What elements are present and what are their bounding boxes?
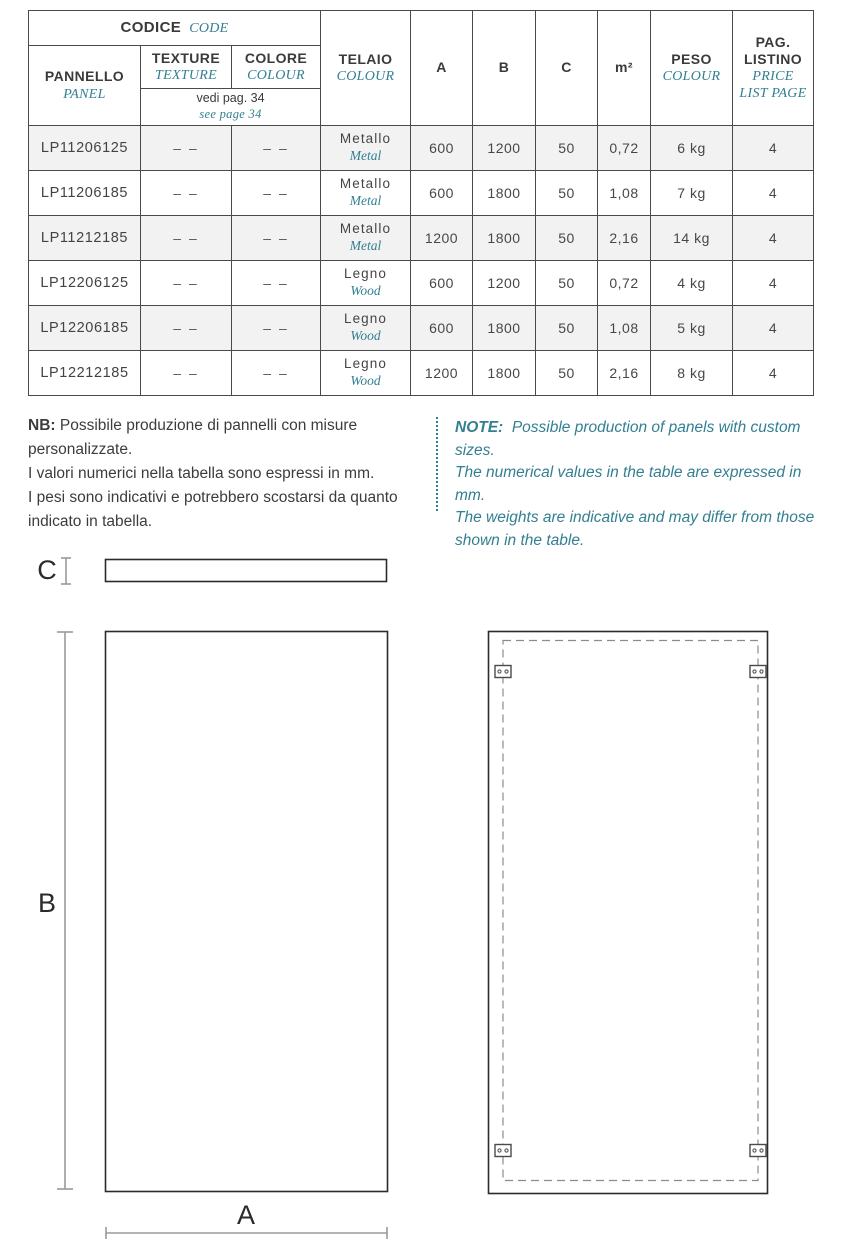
header-col-c: C xyxy=(536,11,598,126)
dim-label-c: C xyxy=(37,555,57,585)
table-row xyxy=(29,261,814,306)
header-peso-en: COLOUR xyxy=(662,69,721,84)
cell-b: 1800 xyxy=(473,216,536,261)
cell-code: LP11206185 xyxy=(29,171,141,216)
table-row xyxy=(29,351,814,396)
header-pannello xyxy=(29,46,141,126)
cell-code: LP12212185 xyxy=(29,351,141,396)
cell-pag: 4 xyxy=(733,216,814,261)
cell-texture: – – xyxy=(141,261,232,306)
note-italian-line3: I pesi sono indicativi e potrebbero scostarsi da quanto indicato in tabella. xyxy=(28,489,398,530)
cell-code: LP12206125 xyxy=(29,261,141,306)
header-peso-it: PESO xyxy=(671,50,712,67)
mounting-bracket-bottom-right xyxy=(750,1145,766,1157)
cell-b: 1800 xyxy=(473,171,536,216)
cell-pag: 4 xyxy=(733,306,814,351)
table-row xyxy=(29,216,814,261)
header-telaio-it: TELAIO xyxy=(338,50,393,67)
header-texture-en: TEXTURE xyxy=(155,68,217,83)
table-row xyxy=(29,171,814,216)
table-row xyxy=(29,306,814,351)
technical-drawing xyxy=(0,530,841,1256)
cell-c: 50 xyxy=(536,351,598,396)
header-colore-en: COLOUR xyxy=(247,68,305,83)
cell-b: 1800 xyxy=(473,351,536,396)
cell-code: LP11206125 xyxy=(29,126,141,171)
cell-telaio: Legno Wood xyxy=(321,351,411,396)
cell-m2: 1,08 xyxy=(598,171,651,216)
note-italian-label: NB: xyxy=(28,417,56,434)
cell-peso: 4 kg xyxy=(651,261,733,306)
cell-colore: – – xyxy=(232,306,321,351)
header-pag-listino-en: PRICE LIST PAGE xyxy=(739,68,807,101)
dim-marker-c xyxy=(61,558,71,584)
note-english-label: NOTE: xyxy=(455,419,504,436)
cell-texture: – – xyxy=(141,171,232,216)
cell-peso: 5 kg xyxy=(651,306,733,351)
cell-colore: – – xyxy=(232,261,321,306)
header-texture-it: TEXTURE xyxy=(151,49,221,66)
panel-front-view xyxy=(106,632,388,1192)
header-colore-it: COLORE xyxy=(244,49,308,66)
header-see-page-it: vedi pag. 34 xyxy=(196,91,265,106)
mounting-bracket-top-left xyxy=(495,666,511,678)
cell-m2: 0,72 xyxy=(598,261,651,306)
header-pag-listino xyxy=(733,11,814,126)
header-col-a: A xyxy=(411,11,473,126)
cell-m2: 1,08 xyxy=(598,306,651,351)
note-english-line1: NOTE: Possible production of panels with custom sizes. xyxy=(455,419,801,459)
cell-telaio: Legno Wood xyxy=(321,261,411,306)
cell-pag: 4 xyxy=(733,171,814,216)
header-col-m2: m² xyxy=(598,11,651,126)
cell-telaio: Legno Wood xyxy=(321,306,411,351)
cell-texture: – – xyxy=(141,216,232,261)
header-codice-en: CODE xyxy=(189,21,229,36)
cell-c: 50 xyxy=(536,261,598,306)
note-english-line3: The weights are indicative and may differ from those shown in the table. xyxy=(455,509,815,549)
mounting-bracket-bottom-left xyxy=(495,1145,511,1157)
cell-a: 1200 xyxy=(411,351,473,396)
cell-peso: 6 kg xyxy=(651,126,733,171)
cell-colore: – – xyxy=(232,126,321,171)
cell-c: 50 xyxy=(536,306,598,351)
panel-side-view xyxy=(106,560,387,582)
header-peso xyxy=(651,11,733,126)
cell-a: 600 xyxy=(411,171,473,216)
cell-texture: – – xyxy=(141,126,232,171)
cell-c: 50 xyxy=(536,171,598,216)
cell-pag: 4 xyxy=(733,261,814,306)
cell-code: LP11212185 xyxy=(29,216,141,261)
note-divider-dotted xyxy=(436,417,438,511)
cell-texture: – – xyxy=(141,351,232,396)
header-col-b: B xyxy=(473,11,536,126)
header-codice-it: CODICE xyxy=(120,19,182,36)
mounting-bracket-top-right xyxy=(750,666,766,678)
header-pannello-it: PANNELLO xyxy=(44,68,125,84)
cell-colore: – – xyxy=(232,216,321,261)
header-pag-listino-it: PAG. LISTINO xyxy=(743,33,803,68)
panel-spec-table xyxy=(28,10,814,396)
cell-code: LP12206185 xyxy=(29,306,141,351)
dim-label-a: A xyxy=(236,1200,256,1230)
cell-pag: 4 xyxy=(733,351,814,396)
cell-m2: 2,16 xyxy=(598,351,651,396)
table-row xyxy=(29,126,814,171)
header-telaio-en: COLOUR xyxy=(336,69,395,84)
cell-colore: – – xyxy=(232,171,321,216)
cell-a: 600 xyxy=(411,306,473,351)
header-see-page-en: see page 34 xyxy=(199,107,262,121)
header-colore xyxy=(232,46,321,89)
cell-b: 1200 xyxy=(473,261,536,306)
cell-telaio: Metallo Metal xyxy=(321,171,411,216)
cell-peso: 7 kg xyxy=(651,171,733,216)
cell-b: 1800 xyxy=(473,306,536,351)
cell-pag: 4 xyxy=(733,126,814,171)
cell-peso: 8 kg xyxy=(651,351,733,396)
cell-colore: – – xyxy=(232,351,321,396)
header-texture xyxy=(141,46,232,89)
dim-line-b xyxy=(57,632,73,1189)
note-english-line2: The numerical values in the table are expressed in mm. xyxy=(455,464,802,504)
cell-telaio: Metallo Metal xyxy=(321,126,411,171)
header-see-page xyxy=(141,89,321,126)
note-italian xyxy=(28,414,430,534)
cell-c: 50 xyxy=(536,216,598,261)
cell-m2: 2,16 xyxy=(598,216,651,261)
panel-back-view xyxy=(489,632,768,1194)
note-italian-line1: NB: Possibile produzione di pannelli con misure personalizzate. xyxy=(28,417,358,458)
cell-m2: 0,72 xyxy=(598,126,651,171)
cell-c: 50 xyxy=(536,126,598,171)
cell-a: 1200 xyxy=(411,216,473,261)
header-telaio xyxy=(321,11,411,126)
header-pannello-en: PANEL xyxy=(63,86,106,102)
cell-b: 1200 xyxy=(473,126,536,171)
cell-peso: 14 kg xyxy=(651,216,733,261)
note-italian-line2: I valori numerici nella tabella sono espressi in mm. xyxy=(28,465,375,482)
cell-a: 600 xyxy=(411,261,473,306)
cell-texture: – – xyxy=(141,306,232,351)
cell-telaio: Metallo Metal xyxy=(321,216,411,261)
header-codice xyxy=(29,11,321,46)
dim-label-b: B xyxy=(37,888,57,918)
cell-a: 600 xyxy=(411,126,473,171)
